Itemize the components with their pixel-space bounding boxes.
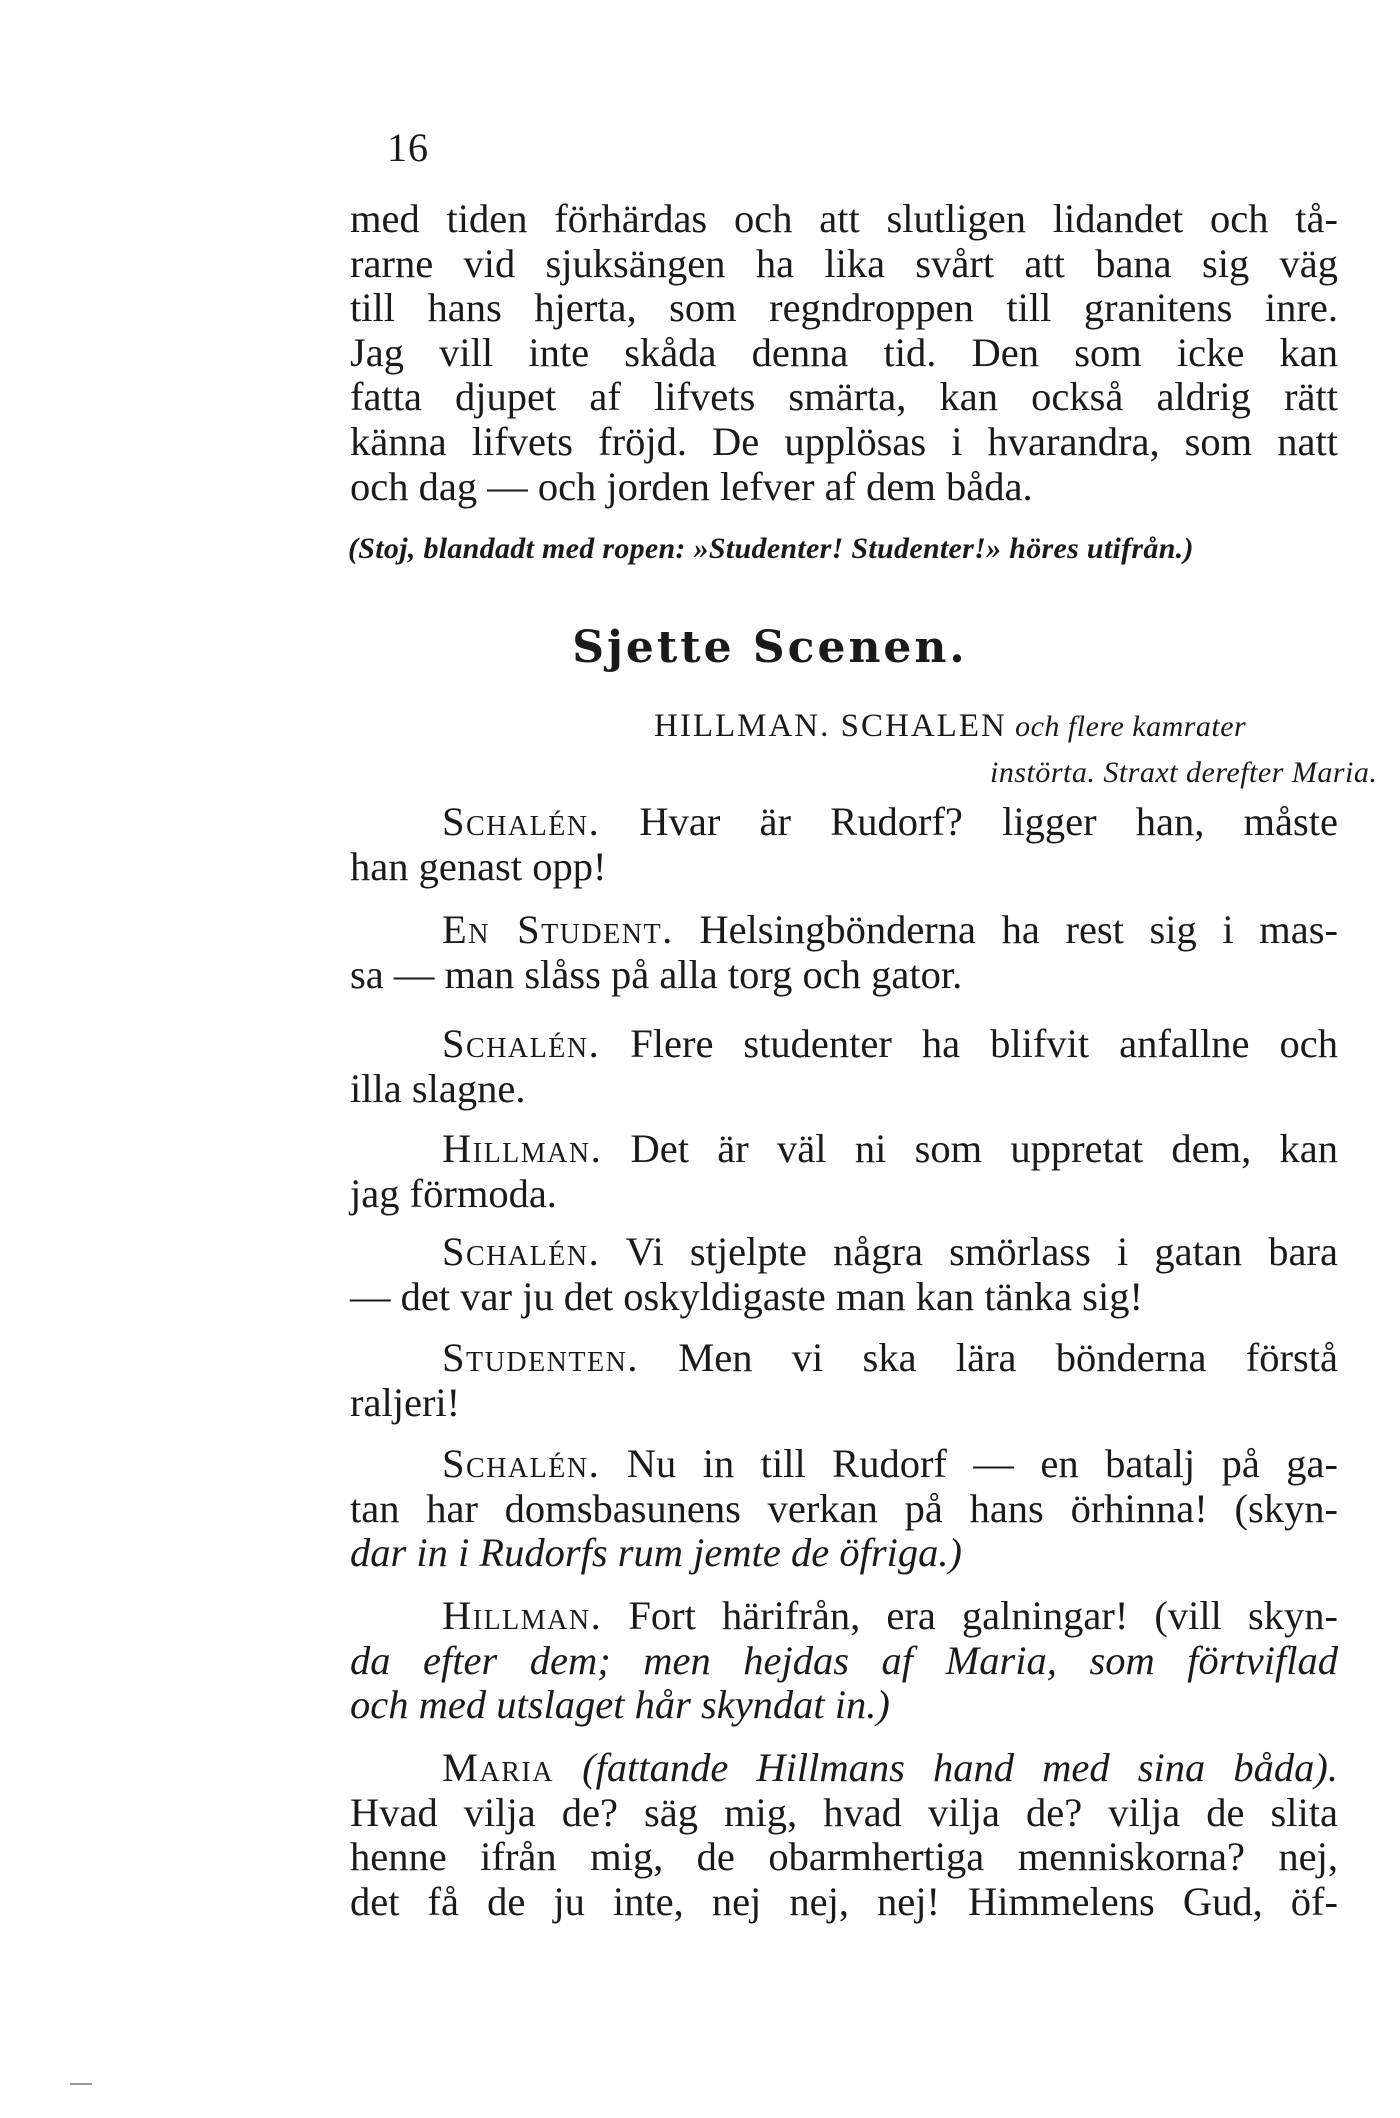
opening-paragraph <box>350 197 1338 509</box>
text-line: med tiden förhärdas och att slutligen lidandet och tå- <box>350 196 1338 241</box>
dialogue-line: Hvad vilja de? säg mig, hvad vilja de? vilja de slita <box>350 1789 1338 1835</box>
dialogue-student <box>350 908 1338 997</box>
speech-text: Fort härifrån, era galningar! (vill skyn- <box>628 1593 1339 1638</box>
speech-text: (fattande Hillmans hand med sina båda). <box>582 1745 1338 1790</box>
dialogue-studenten <box>350 1336 1338 1425</box>
text-line: och dag — och jorden lefver af dem båda. <box>350 463 1033 509</box>
speech-text: Men vi ska lära bönderna förstå <box>678 1335 1338 1380</box>
dialogue-line <box>350 1022 1338 1067</box>
dialogue-hillman-2 <box>350 1594 1338 1728</box>
dialogue-line: — det var ju det oskyldigaste man kan tänka sig! <box>350 1273 1143 1319</box>
dialogue-line <box>350 1746 1338 1791</box>
dialogue-line: tan har domsbasunens verkan på hans örhinna! (skyn- <box>350 1485 1338 1531</box>
dialogue-line: henne ifrån mig, de obarmhertiga menniskorna? nej, <box>350 1834 1338 1880</box>
dialogue-line <box>350 908 1338 953</box>
text-line: rarne vid sjuksängen ha lika svårt att bana sig väg <box>350 240 1338 286</box>
speech-text: Nu in till Rudorf — en batalj på ga- <box>626 1441 1339 1486</box>
speech-text: Hvar är Rudorf? ligger han, måste <box>639 799 1338 844</box>
dialogue-schalen-2 <box>350 1022 1338 1111</box>
dialogue-line <box>350 800 1338 845</box>
speaker-name: Schalén. <box>442 1229 601 1274</box>
cast-names: HILLMAN. SCHALEN <box>654 708 1007 744</box>
dialogue-line <box>350 1594 1338 1639</box>
speaker-name: Schalén. <box>442 1441 601 1486</box>
dialogue-line: raljeri! <box>350 1379 461 1425</box>
dialogue-schalen-1 <box>350 800 1338 889</box>
dialogue-line <box>350 1442 1338 1487</box>
dialogue-line: jag förmoda. <box>350 1170 557 1216</box>
speaker-name: En Student. <box>442 907 674 952</box>
cast-list <box>654 704 1246 749</box>
dialogue-line <box>350 1230 1338 1275</box>
speech-text: Det är väl ni som uppretat dem, kan <box>630 1126 1338 1171</box>
dialogue-line <box>350 1336 1338 1381</box>
dialogue-line: sa — man slåss på alla torg och gator. <box>350 951 963 997</box>
speech-text: Helsingbönderna ha rest sig i mas- <box>699 907 1339 952</box>
page-edge-mark <box>70 2083 92 2085</box>
text-line: fatta djupet af lifvets smärta, kan också aldrig rätt <box>350 374 1338 420</box>
speaker-name: Hillman. <box>442 1126 603 1171</box>
text-line: känna lifvets fröjd. De upplösas i hvarandra, som natt <box>350 418 1338 464</box>
dialogue-line: han genast opp! <box>350 843 607 889</box>
speaker-name: Studenten. <box>442 1335 639 1380</box>
speaker-name: Hillman. <box>442 1593 603 1638</box>
dialogue-line <box>350 1127 1338 1172</box>
text-line: till hans hjerta, som regndroppen till granitens inre. <box>350 285 1338 331</box>
speaker-name: Maria <box>442 1745 554 1790</box>
text-line: Jag vill inte skåda denna tid. Den som icke kan <box>350 329 1338 375</box>
dialogue-schalen-3 <box>350 1230 1338 1319</box>
dialogue-schalen-4 <box>350 1442 1338 1576</box>
dialogue-line: illa slagne. <box>350 1065 526 1111</box>
speech-text: Vi stjelpte några smörlass i gatan bara <box>625 1229 1338 1274</box>
dialogue-line: dar in i Rudorfs rum jemte de öfriga.) <box>350 1530 962 1576</box>
dialogue-line: da efter dem; men hejdas af Maria, som förtviflad <box>350 1637 1338 1683</box>
scene-title: Sjette Scenen. <box>572 622 968 673</box>
dialogue-line: det få de ju inte, nej nej, nej! Himmelens Gud, öf- <box>350 1878 1338 1924</box>
cast-extra: och flere kamrater <box>1015 710 1247 743</box>
cast-continuation: instörta. Straxt derefter Maria. <box>990 756 1378 789</box>
speaker-name: Schalén. <box>442 1021 601 1066</box>
speaker-name: Schalén. <box>442 799 601 844</box>
dialogue-hillman-1 <box>350 1127 1338 1216</box>
dialogue-line: och med utslaget hår skyndat in.) <box>350 1682 890 1728</box>
stage-direction: (Stoj, blandadt med ropen: »Studenter! Studenter!» höres utifrån.) <box>348 532 1194 565</box>
dialogue-maria <box>350 1746 1338 1924</box>
speech-text: Flere studenter ha blifvit anfallne och <box>630 1021 1338 1066</box>
page-number: 16 <box>387 125 429 170</box>
